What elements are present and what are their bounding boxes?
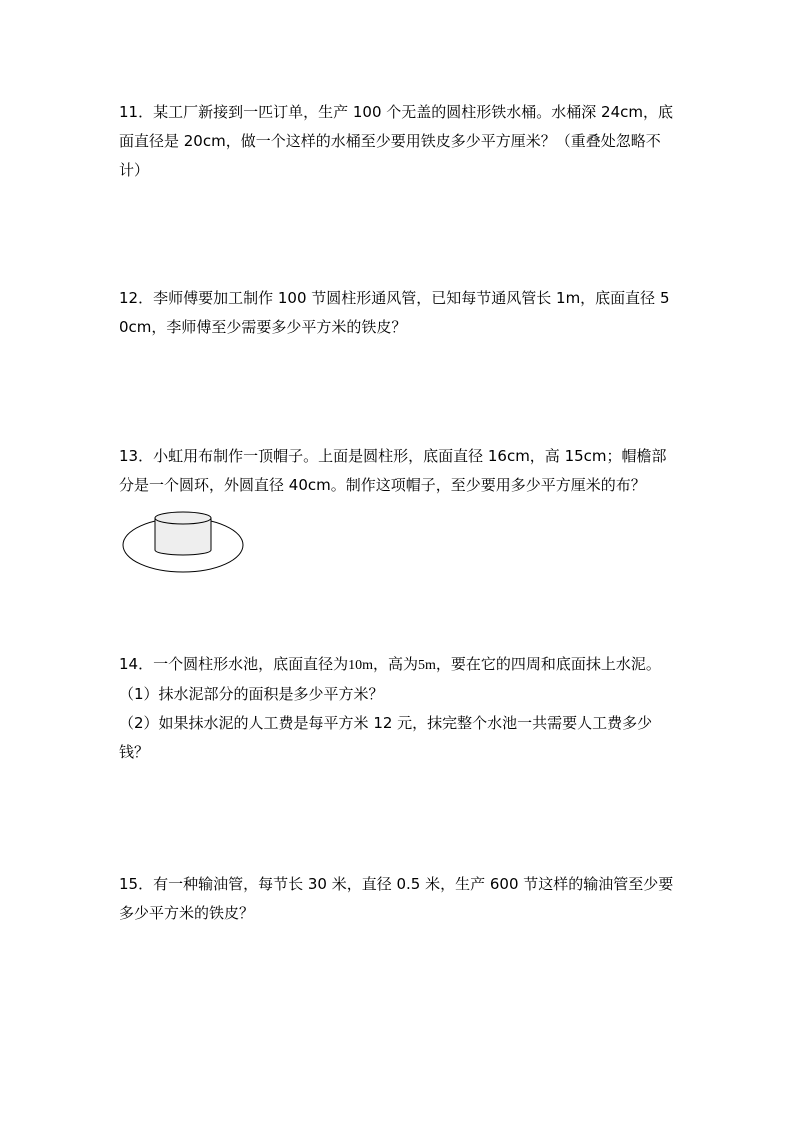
question-14-diameter: 10m: [348, 658, 373, 673]
question-13: [119, 442, 679, 500]
question-11-text: 11．某工厂新接到一匹订单，生产 100 个无盖的圆柱形铁水桶。水桶深 24cm，底面直径是 20cm，做一个这样的水桶至少要用铁皮多少平方厘米？（重叠处忽略不计）: [119, 103, 673, 179]
question-12-text: 12．李师傅要加工制作 100 节圆柱形通风管，已知每节通风管长 1m，底面直径 50cm，李师傅至少需要多少平方米的铁皮？: [119, 289, 670, 336]
question-12: [119, 284, 679, 342]
question-14-sub1: （1）抹水泥部分的面积是多少平方米？: [119, 685, 384, 703]
hat-crown-top: [155, 512, 211, 524]
hat-figure: [119, 506, 247, 580]
question-14-sub2: （2）如果抹水泥的人工费是每平方米 12 元，抹完整个水池一共需要人工费多少钱？: [119, 714, 653, 761]
question-14-intro-a: 14．一个圆柱形水池，底面直径为: [119, 655, 349, 673]
question-11: [119, 98, 679, 185]
question-15: [119, 870, 679, 928]
question-13-text: 13．小虹用布制作一顶帽子。上面是圆柱形，底面直径 16cm，高 15cm；帽檐部分是一个圆环，外圆直径 40cm。制作这项帽子，至少要用多少平方厘米的布？: [119, 447, 667, 494]
question-14-height: 5m: [418, 658, 436, 673]
question-15-text: 15．有一种输油管，每节长 30 米，直径 0.5 米，生产 600 节这样的输油管至少要多少平方米的铁皮？: [119, 875, 674, 922]
question-14: [119, 650, 679, 767]
question-14-intro-c: ，要在它的四周和底面抹上水泥。: [435, 655, 661, 673]
question-14-intro-b: ，高为: [372, 655, 418, 673]
question-14-stem: [119, 650, 679, 680]
